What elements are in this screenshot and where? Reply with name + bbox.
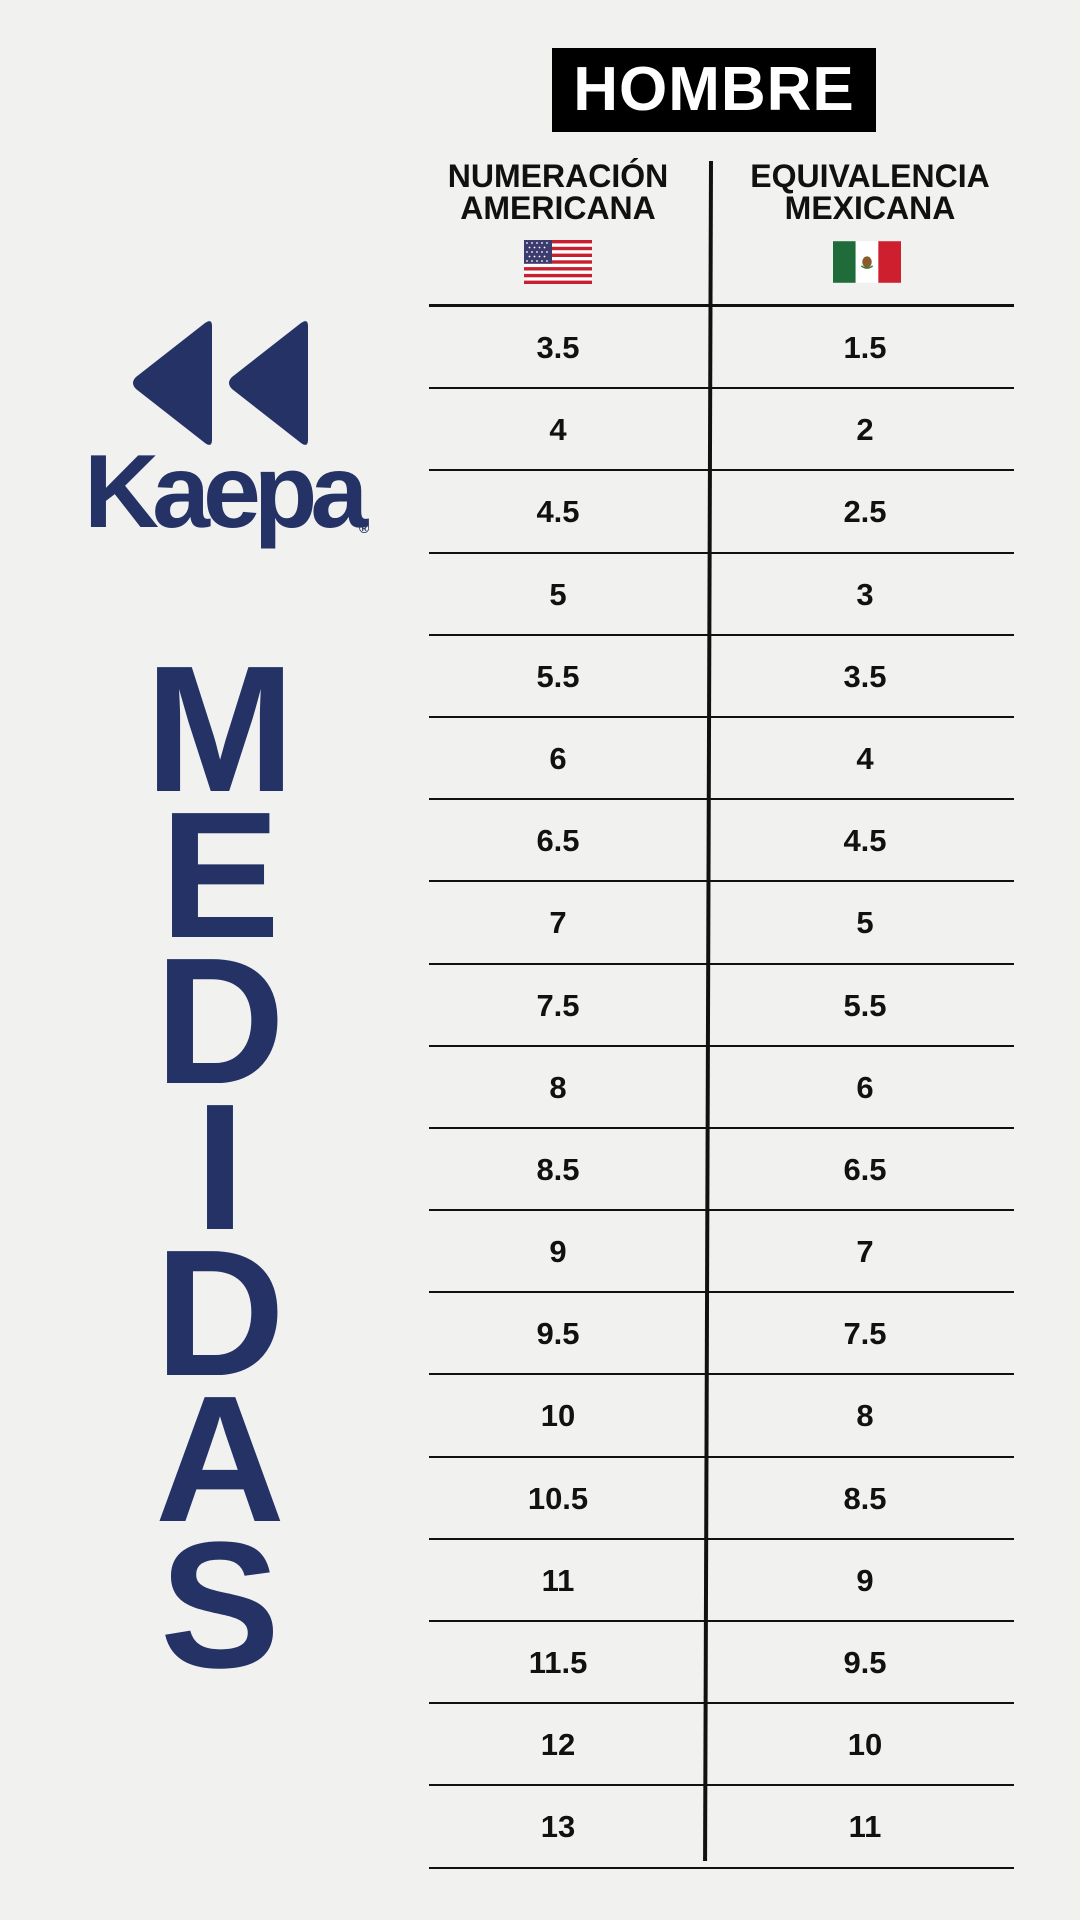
kaepa-logo-icon <box>128 318 313 448</box>
mx-size: 6.5 <box>843 1151 887 1187</box>
vertical-letter: D <box>155 1213 285 1414</box>
us-size: 10.5 <box>527 1480 589 1516</box>
mx-size: 2 <box>856 412 874 448</box>
table-row <box>429 1047 1014 1129</box>
us-size: 3.5 <box>536 330 580 365</box>
us-size: 10 <box>540 1398 576 1434</box>
mx-size: 1.5 <box>843 330 887 365</box>
mx-size: 8.5 <box>843 1480 887 1516</box>
column-header-line: EQUIVALENCIA <box>750 158 990 194</box>
mx-size: 5 <box>856 905 874 941</box>
us-size: 11.5 <box>528 1645 588 1680</box>
vertical-letter: A <box>155 1359 285 1560</box>
table-row <box>429 882 1014 964</box>
us-size: 13 <box>540 1809 576 1845</box>
table-row <box>429 554 1014 636</box>
mx-size: 6 <box>856 1069 874 1105</box>
table-row <box>429 1458 1014 1540</box>
us-size: 7.5 <box>536 987 580 1023</box>
table-row <box>429 1293 1014 1375</box>
mx-size: 5.5 <box>843 987 887 1023</box>
column-header-mexican <box>725 160 1015 224</box>
us-size: 8.5 <box>536 1151 580 1187</box>
table-row <box>429 636 1014 718</box>
brand-wordmark: Kaepa <box>84 434 362 550</box>
mx-size: 3 <box>856 576 874 612</box>
table-row <box>429 800 1014 882</box>
table-row <box>429 1786 1014 1868</box>
us-size: 6.5 <box>536 823 580 859</box>
us-size: 6 <box>549 740 567 776</box>
table-row <box>429 965 1014 1047</box>
us-size: 9 <box>549 1234 567 1270</box>
vertical-letter: E <box>159 775 281 976</box>
table-row <box>429 471 1014 553</box>
vertical-letter: D <box>155 921 285 1122</box>
table-row <box>429 718 1014 800</box>
table-row <box>429 1540 1014 1622</box>
table-row <box>429 1622 1014 1704</box>
us-size: 5 <box>549 576 567 612</box>
us-size: 5.5 <box>536 658 580 694</box>
vertical-letter: I <box>194 1067 245 1268</box>
table-row <box>429 389 1014 471</box>
column-header-line: MEXICANA <box>784 190 956 226</box>
us-size: 9.5 <box>536 1316 580 1352</box>
table-row <box>429 1211 1014 1293</box>
us-size: 7 <box>549 905 567 941</box>
column-header-line: NUMERACIÓN <box>447 158 669 194</box>
column-header-line: AMERICANA <box>460 190 656 226</box>
row-rule <box>429 1867 1014 1869</box>
vertical-letter: M <box>145 629 295 830</box>
mx-size: 11 <box>848 1809 882 1845</box>
us-size: 4.5 <box>536 494 580 530</box>
registered-mark: ® <box>359 520 370 536</box>
us-size: 4 <box>549 412 567 448</box>
mx-size: 9.5 <box>843 1645 887 1680</box>
column-header-american <box>413 160 703 224</box>
table-row <box>429 307 1014 389</box>
vertical-letter: S <box>159 1505 281 1706</box>
mx-size: 10 <box>847 1727 883 1763</box>
size-table <box>429 307 1014 1869</box>
mexico-flag-icon <box>833 240 901 284</box>
us-size: 12 <box>540 1727 576 1763</box>
mx-size: 3.5 <box>843 658 887 694</box>
mx-size: 8 <box>856 1398 874 1434</box>
mx-size: 7 <box>856 1234 874 1270</box>
mx-size: 2.5 <box>843 494 887 530</box>
page-title: HOMBRE <box>573 55 855 124</box>
mx-size: 4 <box>856 740 874 776</box>
table-row <box>429 1129 1014 1211</box>
title-banner <box>552 48 876 132</box>
mx-size: 7.5 <box>843 1316 887 1352</box>
mx-size: 4.5 <box>843 823 887 859</box>
table-row <box>429 1375 1014 1457</box>
us-size: 8 <box>549 1069 567 1105</box>
us-flag-icon <box>524 240 592 284</box>
vertical-title <box>120 629 320 1706</box>
table-row <box>429 1704 1014 1786</box>
us-size: 11 <box>541 1562 575 1598</box>
mx-size: 9 <box>856 1562 874 1598</box>
